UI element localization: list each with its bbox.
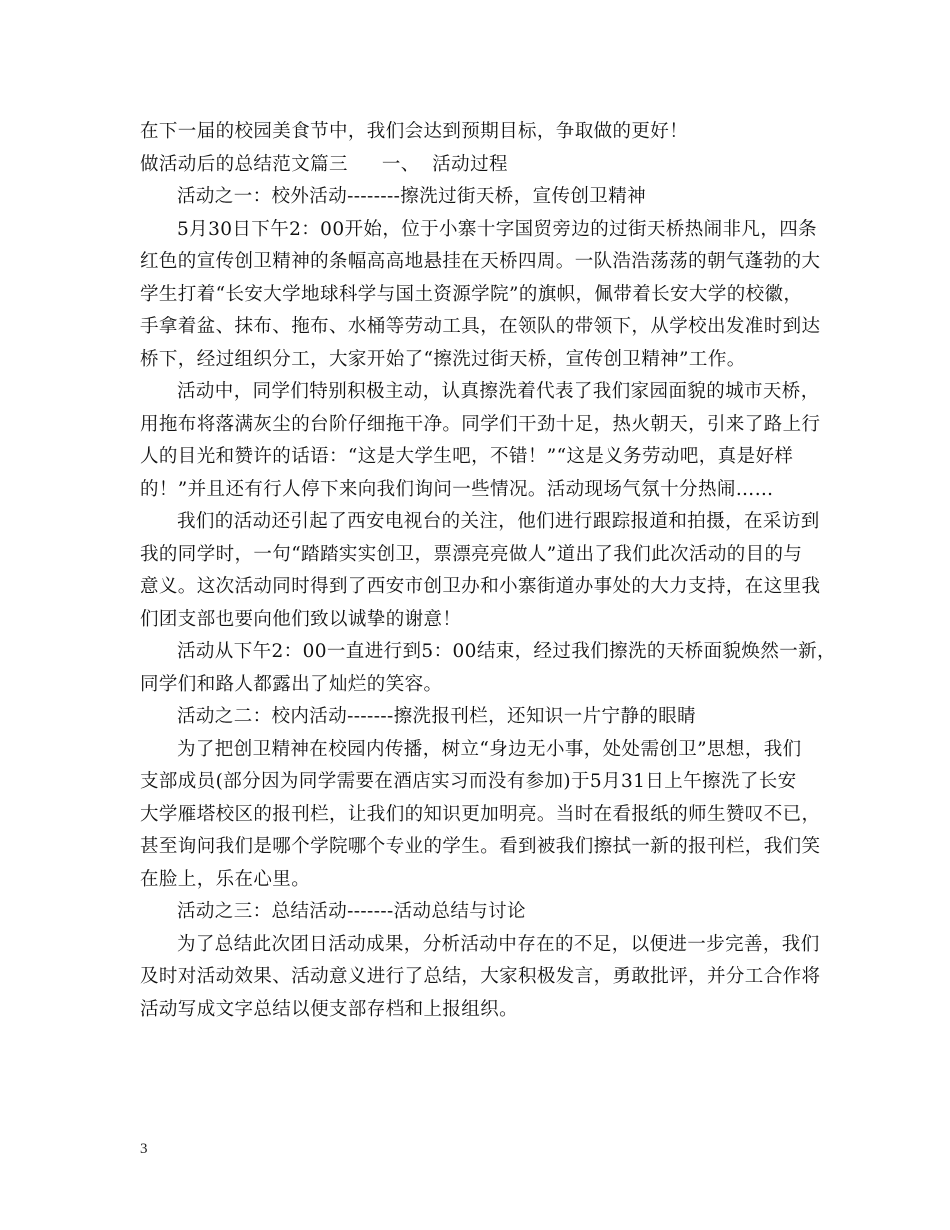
text-line: 用拖布将落满灰尘的台阶仔细拖干净。同学们干劲十足，热火朝天，引来了路上行 <box>140 413 821 435</box>
text-line: 活动写成文字总结以便支部存档和上报组织。 <box>140 998 519 1020</box>
article-heading <box>140 149 830 182</box>
text-line: 及时对活动效果、活动意义进行了总结，大家积极发言，勇敢批评，并分工合作将 <box>140 966 821 987</box>
text-line: 为了把创卫精神在校园内传播，树立“身边无小事，处处需创卫”思想，我们 <box>177 738 802 760</box>
section-title: 活动过程 <box>432 153 508 175</box>
text-line: 活动从下午2：00一直进行到5：00结束，经过我们擦洗的天桥面貌焕然一新， <box>177 641 836 662</box>
text-line: 桥下，经过组织分工，大家开始了“擦洗过街天桥，宣传创卫精神”工作。 <box>140 348 746 370</box>
text-line: 为了总结此次团日活动成果，分析活动中存在的不足，以便进一步完善，我们 <box>177 933 820 955</box>
text-line: 意义。这次活动同时得到了西安市创卫办和小寨街道办事处的大力支持，在这里我 <box>140 576 821 597</box>
page-number: 3 <box>140 1141 148 1157</box>
text-line: 支部成员(部分因为同学需要在酒店实习而没有参加)于5月31日上午擦洗了长安 <box>140 771 797 792</box>
text-line: 5月30日下午2：00开始，位于小寨十字国贸旁边的过街天桥热闹非凡，四条 <box>177 218 818 240</box>
text-line: 大学雁塔校区的报刊栏，让我们的知识更加明亮。当时在看报纸的师生赞叹不已， <box>140 803 821 825</box>
activity-one-heading: 活动之一：校外活动--------擦洗过街天桥，宣传创卫精神 <box>177 186 647 207</box>
text-line: 我的同学时，一句“踏踏实实创卫，票漂亮亮做人”道出了我们此次活动的目的与 <box>140 543 803 565</box>
text-line: 们团支部也要向他们致以诚挚的谢意！ <box>140 608 462 630</box>
text-line: 甚至询问我们是哪个学院哪个专业的学生。看到被我们擦拭一新的报刊栏，我们笑 <box>140 836 821 857</box>
article-title: 做活动后的总结范文篇三 <box>140 153 348 175</box>
text-line: 的！”并且还有行人停下来向我们询问一些情况。活动现场气氛十分热闹…… <box>140 478 774 500</box>
activity-three-heading: 活动之三：总结活动-------活动总结与讨论 <box>177 901 526 922</box>
activity-two-heading: 活动之二：校内活动-------擦洗报刊栏，还知识一片宁静的眼睛 <box>177 706 697 727</box>
text-line: 同学们和路人都露出了灿烂的笑容。 <box>140 673 443 695</box>
text-line: 红色的宣传创卫精神的条幅高高地悬挂在天桥四周。一队浩浩荡荡的朝气蓬勃的大 <box>140 251 821 272</box>
text-line: 手拿着盆、抹布、拖布、水桶等劳动工具，在领队的带领下，从学校出发准时到达 <box>140 316 821 337</box>
section-number: 一、 <box>381 153 420 175</box>
text-line: 在脸上，乐在心里。 <box>140 868 311 890</box>
document-body <box>140 116 836 1026</box>
text-line: 在下一届的校园美食节中，我们会达到预期目标，争取做的更好！ <box>140 121 689 142</box>
text-line: 我们的活动还引起了西安电视台的关注，他们进行跟踪报道和拍摄，在采访到 <box>177 511 820 532</box>
text-line: 学生打着“长安大学地球科学与国土资源学院”的旗帜，佩带着长安大学的校徽， <box>140 283 803 305</box>
text-line: 活动中，同学们特别积极主动，认真擦洗着代表了我们家园面貌的城市天桥， <box>177 381 820 402</box>
text-line: 人的目光和赞许的话语：“这是大学生吧，不错！”“这是义务劳动吧，真是好样 <box>140 446 794 467</box>
